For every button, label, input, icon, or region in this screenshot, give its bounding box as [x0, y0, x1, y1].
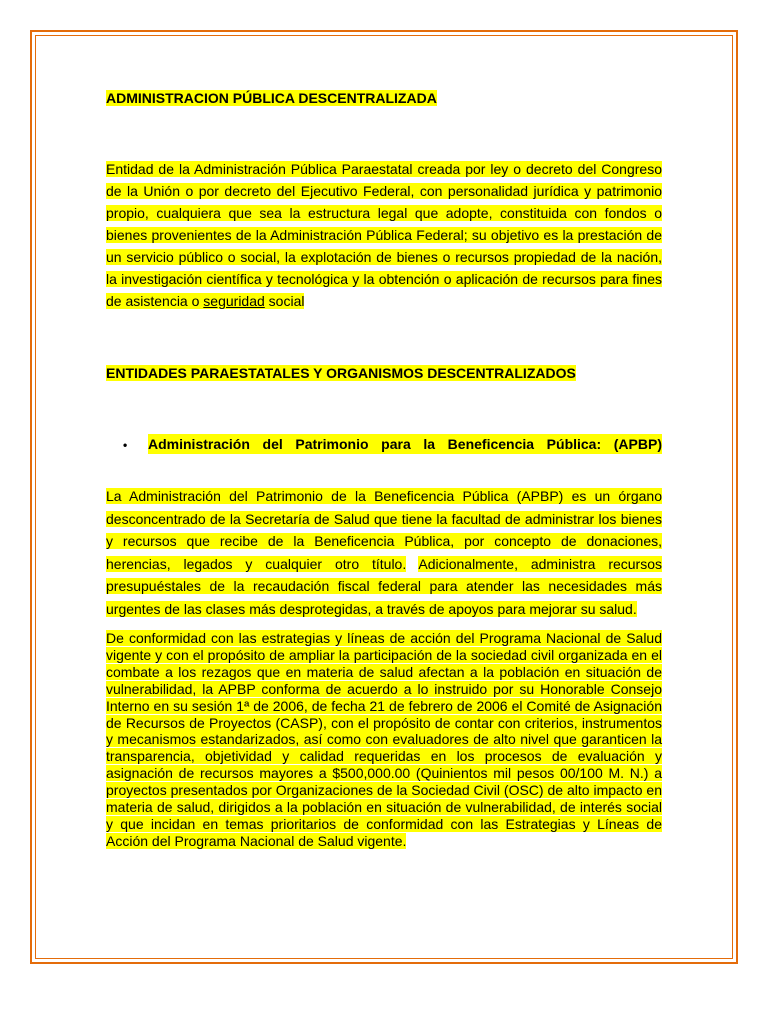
paragraph3-text: De conformidad con las estrategias y líneas de acción del Programa Nacional de Salud vigente y con el propósito de ampliar la participación de la sociedad civil organizada en el combate a los rezagos que en materia de salud afectan a la población en situación de vulnerabilidad, la APBP conforma de acuerdo a lo instruido por su Honorable Consejo Interno en su sesión 1ª de 2006, de fecha 21 de febrero de 2006 el Comité de Asignación de Recursos de Proyectos (CASP), con el propósito de contar con criterios, instrumentos y mecanismos estandarizados, así como con evaluadores de alto nivel que garanticen la transparencia, objetividad y calidad requeridas en los procesos de evaluación y asignación de recursos mayores a $500,000.00 (Quinientos mil pesos 00/100 M. N.) a proyectos presentados por Organizaciones de la Sociedad Civil (OSC) de alto impacto en materia de salud, dirigidos a la población en situación de vulnerabilidad, de interés social y que incidan en temas prioritarios de conformidad con las Estrategias y Líneas de Acción del Programa Nacional de Salud vigente. — [106, 630, 662, 849]
paragraph-definicion — [106, 158, 662, 312]
bullet-item-text: Administración del Patrimonio para la Beneficencia Pública: (APBP) — [148, 436, 662, 452]
heading-administracion-publica — [106, 88, 662, 108]
bullet-item-apbp — [123, 434, 662, 455]
paragraph-conformidad — [106, 630, 662, 850]
paragraph2-text-b: Adicionalmente, administra recursos presupuéstales de la recaudación fiscal federal para atender las necesidades más urgentes de las clases más desprotegidas, a través de apoyos para mejorar su salud. — [106, 555, 663, 617]
heading1-text: ADMINISTRACION PÚBLICA DESCENTRALIZADA — [106, 90, 437, 106]
seguridad-link[interactable]: seguridad — [203, 293, 265, 309]
heading2-text: ENTIDADES PARAESTATALES Y ORGANISMOS DESCENTRALIZADOS — [106, 365, 576, 381]
paragraph1-end: social — [264, 293, 305, 309]
paragraph1-text: Entidad de la Administración Pública Paraestatal creada por ley o decreto del Congreso de la Unión o por decreto del Ejecutivo Federal, con personalidad jurídica y patrimonio propio, cualquiera que sea la estructura legal que adopte, constituida con fondos o bienes provenientes de la Administración Pública Federal; su objetivo es la prestación de un servicio público o social, la explotación de bienes o recursos propiedad de la nación, la investigación científica y tecnológica y la obtención o aplicación de recursos para fines de asistencia o — [106, 161, 662, 309]
heading-entidades-paraestatales — [106, 363, 662, 383]
bullet-icon: • — [123, 438, 128, 452]
paragraph-apbp-descripcion — [106, 485, 662, 620]
paragraph2-text-a: La Administración del Patrimonio de la Beneficencia Pública (APBP) es un órgano desconcentrado de la Secretaría de Salud que tiene la facultad de administrar los bienes y recursos que recibe de la Beneficencia Pública, por concepto de donaciones, herencias, legados y cualquier otro título. — [106, 488, 662, 572]
document-body — [106, 88, 662, 850]
